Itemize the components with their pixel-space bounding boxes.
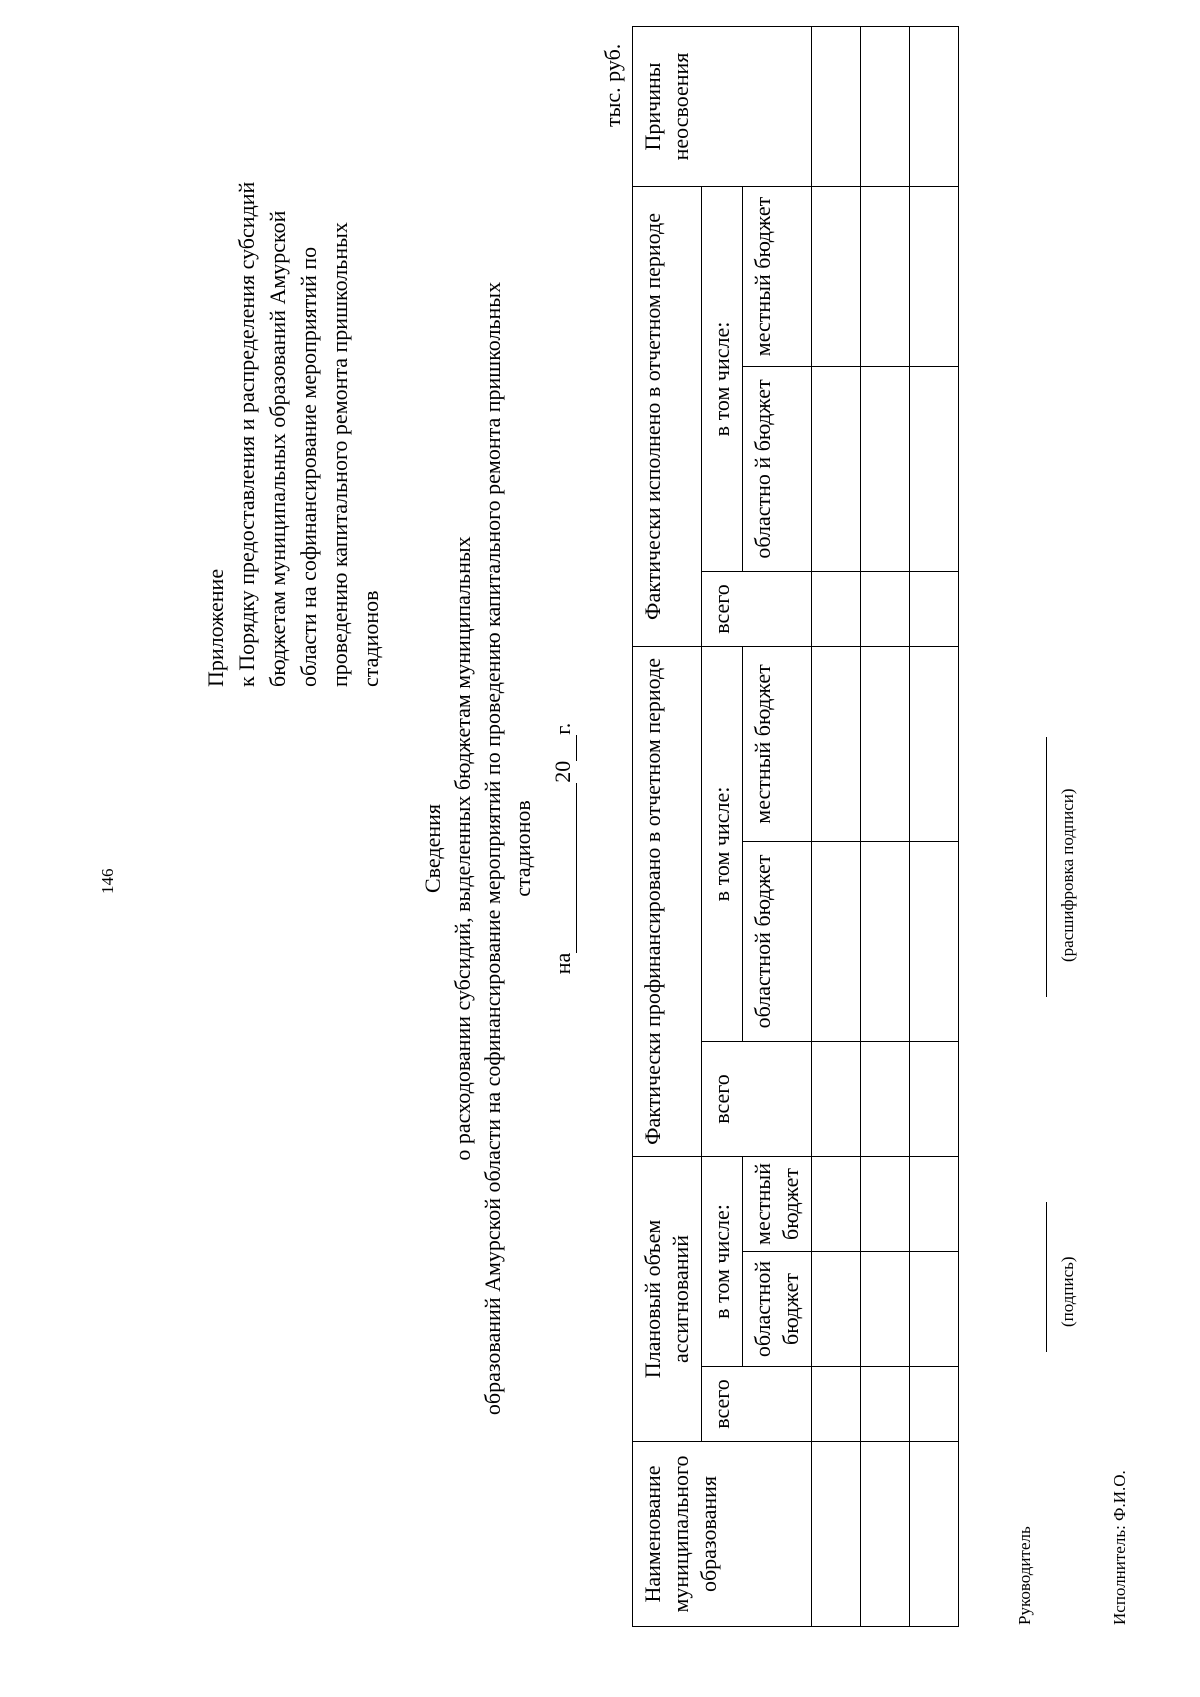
table-cell bbox=[910, 26, 959, 186]
document-title-line: о расходовании субсидий, выделенных бюджетам муниципальных bbox=[450, 536, 475, 1161]
appendix-line: стадионов bbox=[358, 590, 383, 687]
header-local-budget: местный бюджет bbox=[743, 186, 812, 366]
document-heading: Сведения bbox=[420, 803, 445, 894]
table-cell bbox=[861, 1442, 910, 1627]
table-header-row bbox=[702, 26, 743, 1626]
header-local-budget: местный бюджет bbox=[743, 1156, 812, 1251]
table-header-row bbox=[633, 26, 702, 1626]
table-cell bbox=[812, 26, 861, 186]
table-cell bbox=[861, 1041, 910, 1156]
header-regional-budget: областно й бюджет bbox=[743, 366, 812, 571]
signature-line bbox=[1046, 1202, 1047, 1352]
table-cell bbox=[812, 1442, 861, 1627]
header-total: всего bbox=[702, 1041, 812, 1156]
year-blank bbox=[550, 735, 577, 761]
document-title-line: образований Амурской области на софинансирование мероприятий по проведению капитального ремонта пришкольных bbox=[480, 281, 505, 1416]
table-cell bbox=[812, 1252, 861, 1367]
header-regional-budget: областной бюджет bbox=[743, 841, 812, 1041]
decoding-caption: (расшифровка подписи) bbox=[1058, 788, 1077, 962]
header-including: в том числе: bbox=[702, 186, 743, 571]
table-cell bbox=[910, 1252, 959, 1367]
table-cell bbox=[812, 1156, 861, 1251]
table-cell bbox=[910, 646, 959, 841]
executor-label: Исполнитель: Ф.И.О. bbox=[1110, 1470, 1129, 1625]
header-municipality: Наименование муниципального образования bbox=[633, 1442, 812, 1627]
table-cell bbox=[910, 1367, 959, 1442]
table-cell bbox=[910, 186, 959, 366]
table-cell bbox=[861, 366, 910, 571]
appendix-line: области на софинансирование мероприятий по bbox=[296, 246, 321, 687]
header-reasons: Причины неосвоения bbox=[633, 26, 812, 186]
table-cell bbox=[812, 1367, 861, 1442]
table-row bbox=[812, 26, 861, 1626]
decoding-line bbox=[1046, 737, 1047, 997]
date-suffix: г. bbox=[550, 722, 575, 735]
appendix-line: к Порядку предоставления и распределения субсидий bbox=[234, 181, 259, 687]
table-cell bbox=[910, 1041, 959, 1156]
table-cell bbox=[910, 366, 959, 571]
date-year: 20 bbox=[550, 760, 575, 783]
document-title-line: стадионов bbox=[510, 800, 535, 897]
header-regional-budget: областной бюджет bbox=[743, 1252, 812, 1367]
table-cell bbox=[861, 1156, 910, 1251]
table-cell bbox=[812, 366, 861, 571]
table-cell bbox=[910, 571, 959, 646]
table-cell bbox=[861, 841, 910, 1041]
table-cell bbox=[861, 186, 910, 366]
table-row bbox=[861, 26, 910, 1626]
header-planned: Плановый объем ассигнований bbox=[633, 1156, 702, 1441]
report-date-line bbox=[550, 0, 577, 1697]
table-cell bbox=[812, 186, 861, 366]
header-financed: Фактически профинансировано в отчетном периоде bbox=[633, 646, 702, 1156]
table-cell bbox=[812, 1041, 861, 1156]
appendix-block bbox=[200, 182, 386, 687]
table-cell bbox=[861, 571, 910, 646]
table-cell bbox=[812, 841, 861, 1041]
signature-caption: (подпись) bbox=[1058, 1256, 1077, 1327]
table-cell bbox=[861, 1252, 910, 1367]
header-local-budget: местный бюджет bbox=[743, 646, 812, 841]
table-cell bbox=[910, 1156, 959, 1251]
page-number: 146 bbox=[98, 868, 117, 894]
table-cell bbox=[861, 1367, 910, 1442]
header-including: в том числе: bbox=[702, 646, 743, 1041]
date-blank bbox=[550, 783, 577, 953]
header-total: всего bbox=[702, 1367, 812, 1442]
table-cell bbox=[910, 1442, 959, 1627]
table-cell bbox=[910, 841, 959, 1041]
date-prefix: на bbox=[550, 952, 575, 975]
unit-label: тыс. руб. bbox=[600, 43, 625, 127]
head-label: Руководитель bbox=[1015, 1526, 1034, 1625]
table-cell bbox=[812, 646, 861, 841]
table-cell bbox=[861, 26, 910, 186]
table-cell bbox=[812, 571, 861, 646]
appendix-line: Приложение bbox=[203, 568, 228, 687]
header-total: всего bbox=[702, 571, 812, 646]
table-cell bbox=[861, 646, 910, 841]
header-including: в том числе: bbox=[702, 1156, 743, 1366]
report-table bbox=[632, 26, 959, 1627]
appendix-line: проведению капитального ремонта пришкольных bbox=[327, 222, 352, 687]
header-executed: Фактически исполнено в отчетном периоде bbox=[633, 186, 702, 646]
table-row bbox=[910, 26, 959, 1626]
appendix-line: бюджетам муниципальных образований Амурской bbox=[265, 210, 290, 687]
